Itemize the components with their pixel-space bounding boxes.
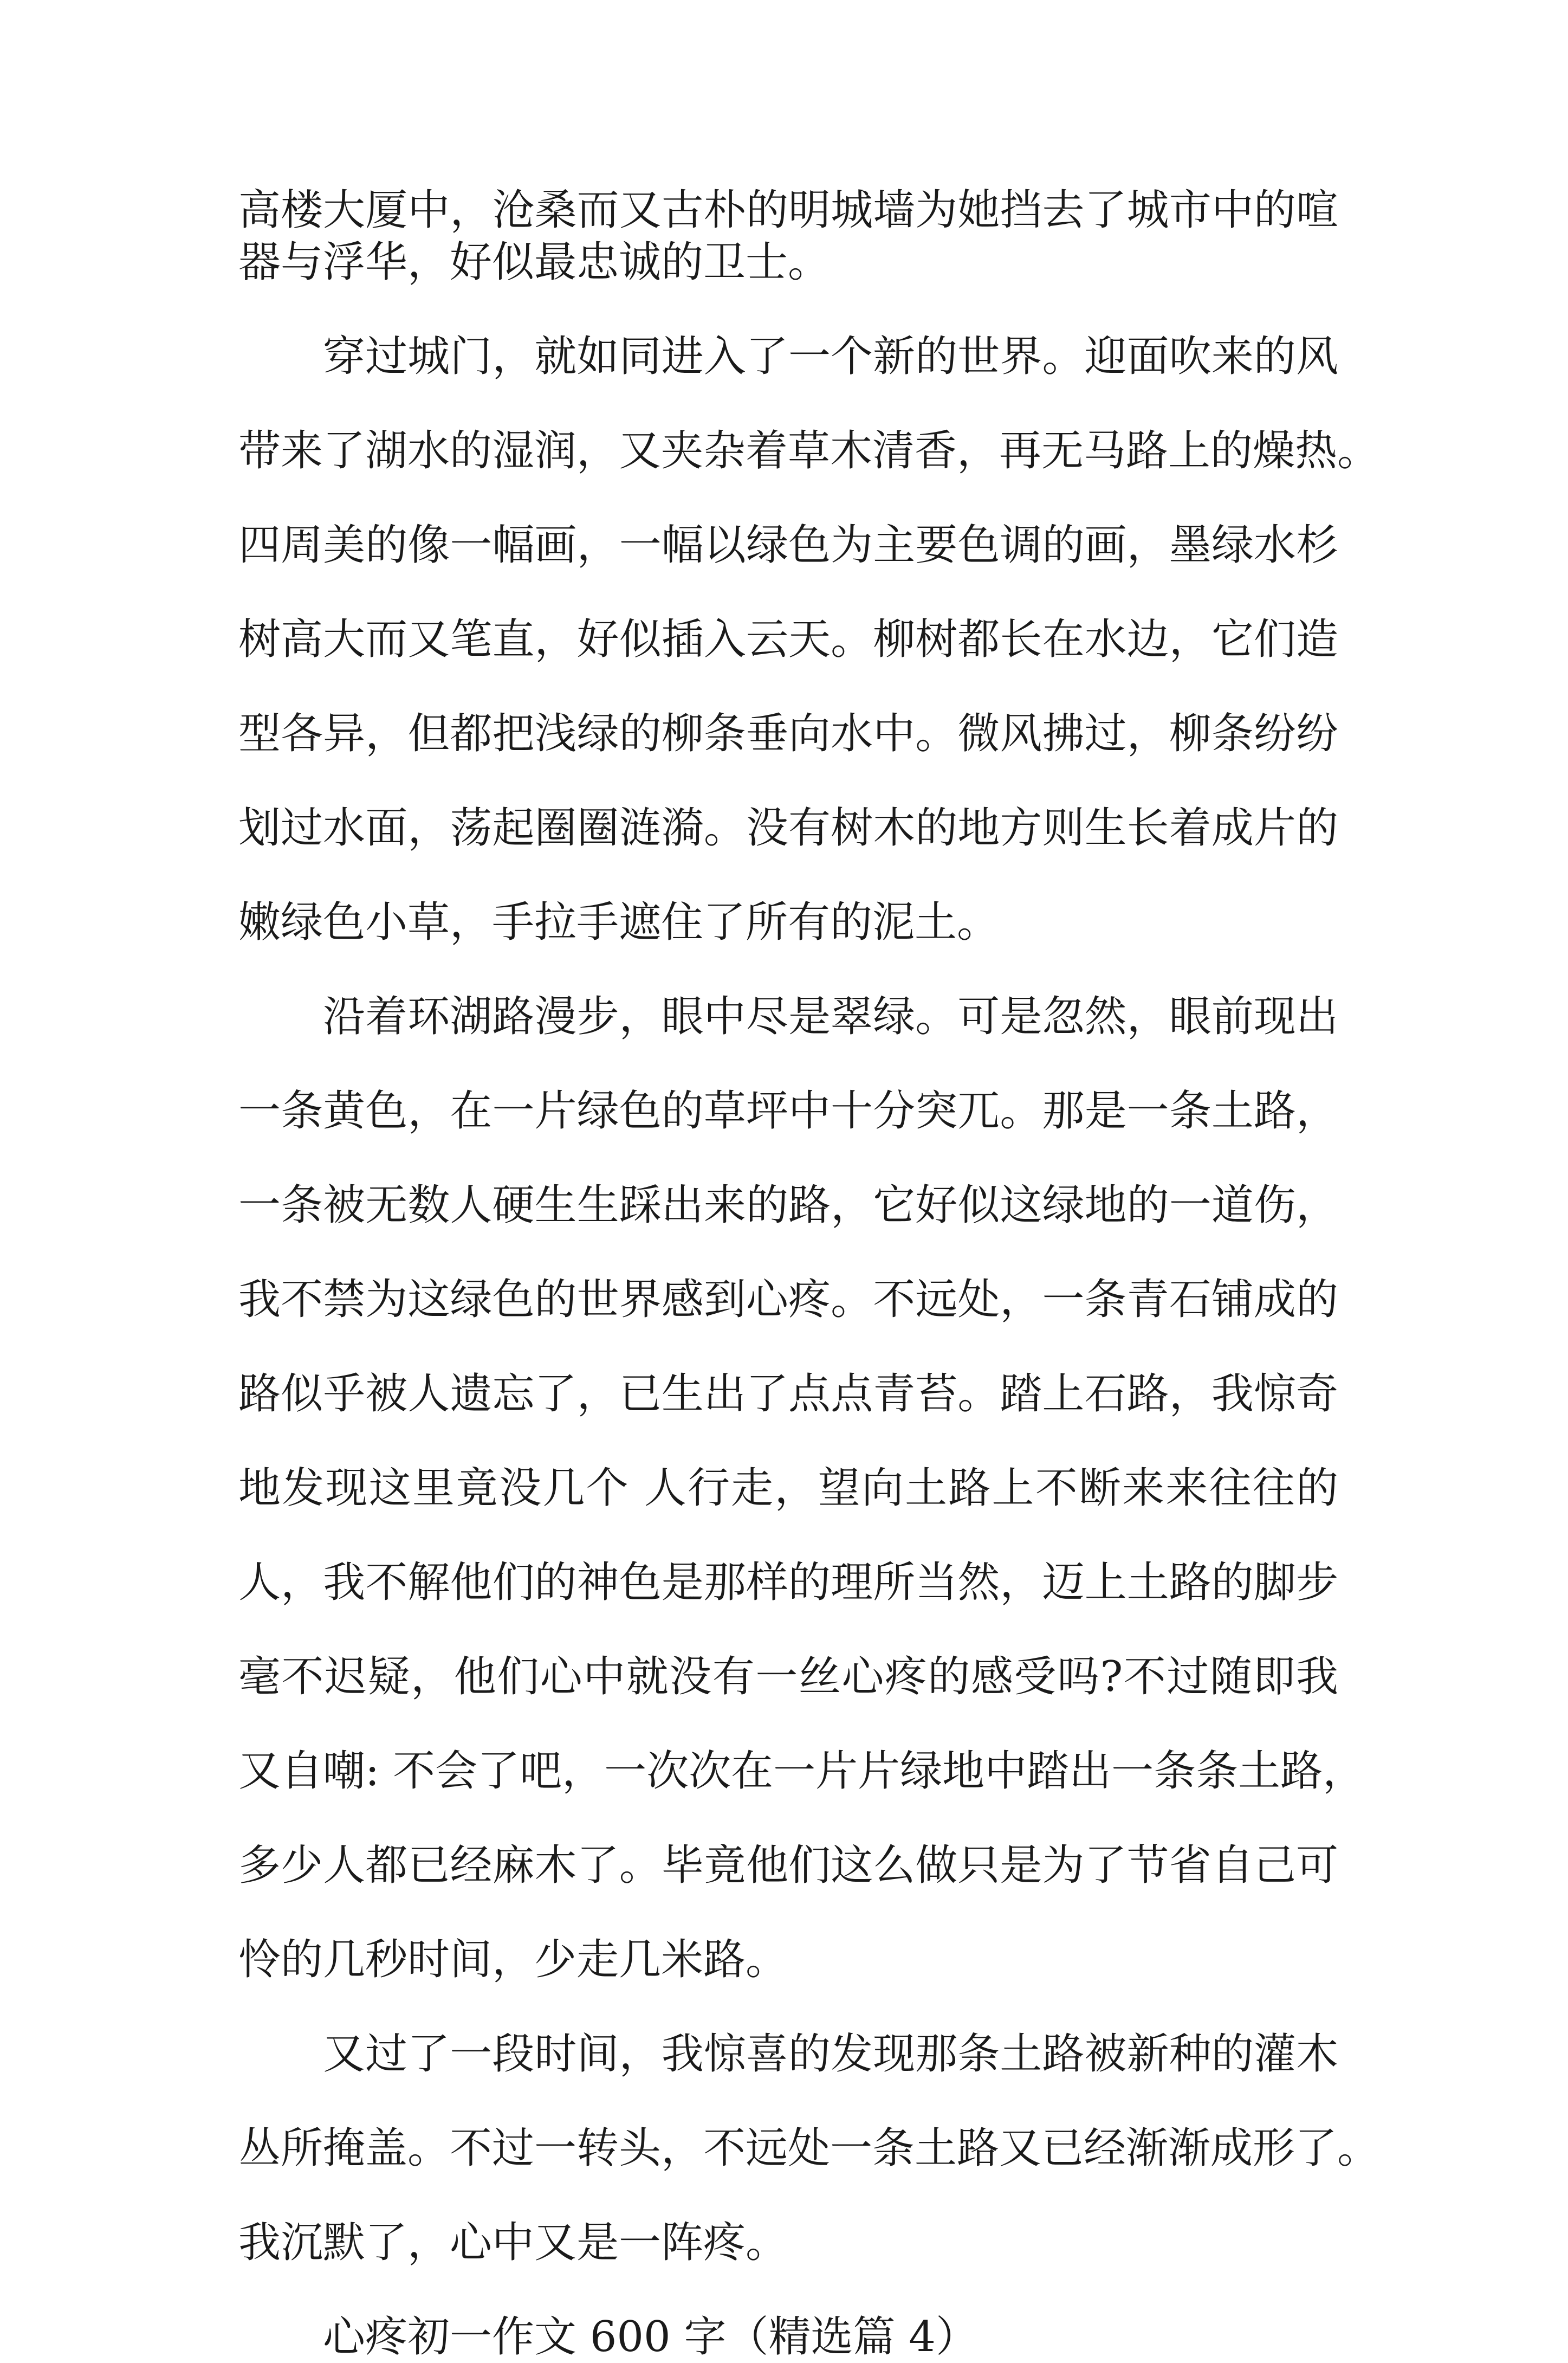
text-line: 丛所掩盖。不过一转头，不远处一条土路又已经渐渐成形了。: [238, 2124, 1380, 2173]
text-line: 划过水面，荡起圈圈涟漪。没有树木的地方则生长着成片的: [238, 804, 1338, 853]
text-line: 一条黄色，在一片绿色的草坪中十分突兀。那是一条土路，: [238, 1087, 1338, 1135]
text-line: 地发现这里竟没几个 人行走，望向土路上不断来来往往的: [238, 1464, 1338, 1513]
text-line: 四周美的像一幅画，一幅以绿色为主要色调的画，墨绿水杉: [238, 521, 1338, 570]
text-line: 毫不迟疑，他们心中就没有一丝心疼的感受吗?不过随即我: [238, 1652, 1338, 1701]
text-line: 树高大而又笔直，好似插入云天。柳树都长在水边，它们造: [238, 615, 1338, 664]
text-line: 我不禁为这绿色的世界感到心疼。不远处，一条青石铺成的: [238, 1275, 1338, 1324]
text-line: 穿过城门，就如同进入了一个新的世界。迎面吹来的风: [323, 332, 1338, 381]
paragraph: [238, 2028, 1380, 2269]
paragraph-gap: [238, 1986, 1338, 2028]
text-line: 我沉默了，心中又是一阵疼。: [238, 2218, 788, 2267]
text-line: 型各异，但都把浅绿的柳条垂向水中。微风拂过，柳条纷纷: [238, 709, 1338, 758]
paragraph: [238, 184, 1338, 288]
section-heading: [238, 2311, 1338, 2363]
paragraph-gap: [238, 948, 1338, 991]
text-line: 又自嘲: 不会了吧，一次次在一片片绿地中踏出一条条土路，: [238, 1747, 1365, 1796]
text-line: 嫩绿色小草，手拉手遮住了所有的泥土。: [238, 898, 1000, 947]
text-line: 怜的几秒时间，少走几米路。: [238, 1935, 788, 1984]
document-page: [238, 184, 1380, 2363]
paragraph: [238, 991, 1365, 1986]
text-line: 高楼大厦中，沧桑而又古朴的明城墙为她挡去了城市中的喧: [238, 186, 1338, 235]
text-line: 带来了湖水的湿润，又夹杂着草木清香，再无马路上的燥热。: [238, 427, 1380, 475]
paragraph: [238, 331, 1380, 948]
paragraph-gap: [238, 288, 1338, 331]
text-line: 人，我不解他们的神色是那样的理所当然，迈上土路的脚步: [238, 1558, 1338, 1607]
paragraph-gap: [238, 2269, 1338, 2311]
text-line: 又过了一段时间，我惊喜的发现那条土路被新种的灌木: [323, 2030, 1338, 2078]
text-line: 多少人都已经麻木了。毕竟他们这么做只是为了节省自己可: [238, 1841, 1338, 1890]
text-line: 路似乎被人遗忘了，已生出了点点青苔。踏上石路，我惊奇: [238, 1370, 1338, 1418]
text-line: 一条被无数人硬生生踩出来的路，它好似这绿地的一道伤，: [238, 1181, 1338, 1230]
heading-line: 心疼初一作文 600 字（精选篇 4）: [323, 2313, 978, 2361]
text-line: 器与浮华，好似最忠诚的卫士。: [238, 238, 831, 287]
text-line: 沿着环湖路漫步，眼中尽是翠绿。可是忽然，眼前现出: [323, 992, 1338, 1041]
